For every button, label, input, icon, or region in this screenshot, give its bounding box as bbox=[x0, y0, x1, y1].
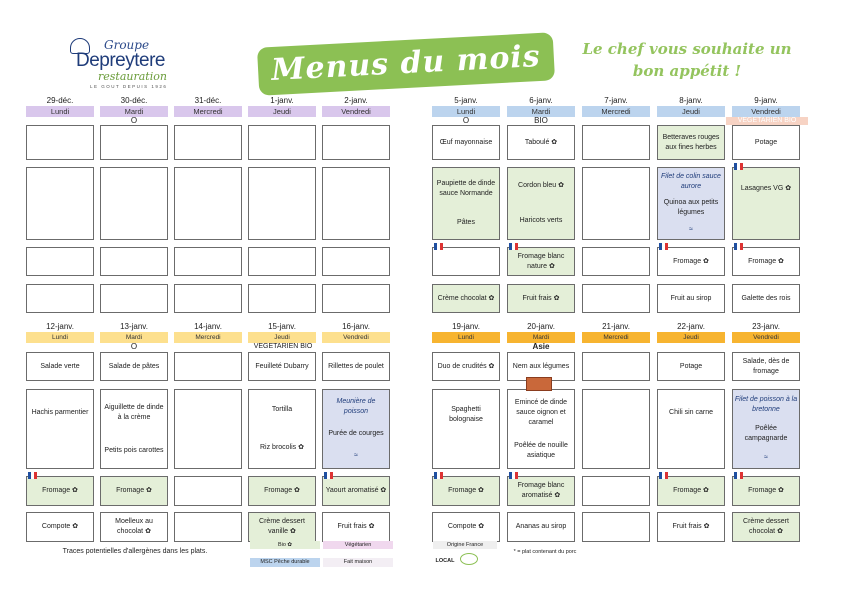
fish-icon: ≈ bbox=[354, 452, 358, 459]
week-date: 31-déc. bbox=[194, 96, 222, 105]
menu-cell bbox=[507, 167, 575, 240]
menu-cell bbox=[248, 512, 316, 542]
dish-name: Salade, dès de fromage bbox=[742, 357, 790, 375]
dish-name: Chili sin carne bbox=[669, 408, 713, 416]
day-header: Lundi bbox=[432, 332, 500, 343]
menu-cell bbox=[582, 389, 650, 469]
menu-cell bbox=[26, 247, 94, 276]
week-date: 19-janv. bbox=[452, 322, 480, 331]
legend-bio: Bio ✿ bbox=[250, 541, 320, 549]
menu-cell bbox=[100, 352, 168, 381]
menu-cell bbox=[174, 476, 242, 506]
dish-name: Moelleux au chocolat ✿ bbox=[115, 518, 153, 535]
dish-name: Fromage ✿ bbox=[116, 487, 152, 494]
day-header: Mercredi bbox=[582, 106, 650, 117]
france-flag-icon bbox=[509, 472, 518, 479]
allergens-note: Traces potentielles d'allergènes dans les plats. bbox=[62, 548, 208, 555]
menu-cell bbox=[322, 389, 390, 469]
france-flag-icon bbox=[734, 163, 743, 170]
menu-cell bbox=[432, 247, 500, 276]
menu-cell bbox=[582, 167, 650, 240]
menu-cell bbox=[582, 476, 650, 506]
menu-cell bbox=[174, 512, 242, 542]
dish-name: Haricots verts bbox=[519, 216, 563, 224]
menu-cell bbox=[657, 284, 725, 313]
day-header: Mardi bbox=[507, 332, 575, 343]
dish-name: Fromage ✿ bbox=[264, 487, 300, 494]
menu-cell bbox=[657, 167, 725, 240]
day-header: Lundi bbox=[432, 106, 500, 117]
dish-name: Fromage ✿ bbox=[673, 257, 709, 265]
menu-cell bbox=[174, 247, 242, 276]
menu-cell bbox=[26, 352, 94, 381]
week-date: 20-janv. bbox=[527, 322, 555, 331]
dish-name: Rillettes de poulet bbox=[328, 362, 384, 370]
chef-message: Le chef vous souhaite un bon appétit ! bbox=[582, 40, 792, 80]
menu-cell bbox=[322, 125, 390, 160]
dish-name: Fromage blanc aromatisé ✿ bbox=[517, 482, 565, 499]
day-label: O bbox=[462, 117, 470, 125]
dish-name: Pâtes bbox=[457, 219, 475, 227]
day-header: Mardi bbox=[100, 332, 168, 343]
week-date: 14-janv. bbox=[194, 322, 222, 331]
france-flag-icon bbox=[324, 472, 333, 479]
dish-name: Compote ✿ bbox=[447, 523, 485, 530]
day-label: VEGETARIEN BIO bbox=[726, 117, 808, 125]
dish-name: Poêlée de nouille asiatique bbox=[514, 441, 568, 459]
day-label: VEGETARIEN BIO bbox=[253, 343, 313, 350]
menu-cell bbox=[26, 167, 94, 240]
dish-name: Fromage ✿ bbox=[748, 487, 784, 494]
menu-cell bbox=[322, 167, 390, 240]
dish-name: Salade de pâtes bbox=[108, 362, 160, 370]
menu-cell bbox=[432, 125, 500, 160]
menu-cell bbox=[248, 167, 316, 240]
menu-cell bbox=[100, 389, 168, 469]
week-date: 23-janv. bbox=[752, 322, 780, 331]
menu-cell bbox=[100, 125, 168, 160]
dish-name: Nem aux légumes bbox=[512, 362, 570, 370]
week-date: 16-janv. bbox=[342, 322, 370, 331]
day-label: O bbox=[130, 343, 138, 351]
legend-msc: MSC Pêche durable bbox=[250, 558, 320, 567]
menu-cell bbox=[248, 476, 316, 506]
week-date: 6-janv. bbox=[529, 96, 553, 105]
menu-cell bbox=[322, 352, 390, 381]
week-date: 15-janv. bbox=[268, 322, 296, 331]
dish-name: Spaghetti bolognaise bbox=[449, 406, 483, 423]
menu-cell bbox=[248, 125, 316, 160]
dish-name: Crème dessert chocolat ✿ bbox=[743, 518, 789, 535]
dish-name: Feuilleté Dubarry bbox=[255, 362, 309, 370]
menu-cell bbox=[507, 247, 575, 276]
menu-cell bbox=[322, 476, 390, 506]
day-header: Jeudi bbox=[248, 332, 316, 343]
france-flag-icon bbox=[734, 472, 743, 479]
france-flag-icon bbox=[509, 243, 518, 250]
menu-cell bbox=[432, 512, 500, 542]
day-header: Vendredi bbox=[322, 106, 390, 117]
logo-groupe: Groupe bbox=[104, 38, 150, 52]
fish-icon: ≈ bbox=[764, 453, 768, 461]
day-header: Mercredi bbox=[174, 106, 242, 117]
menu-cell bbox=[657, 512, 725, 542]
menu-cell bbox=[100, 167, 168, 240]
menu-cell bbox=[432, 389, 500, 469]
day-header: Mardi bbox=[507, 106, 575, 117]
menu-cell bbox=[732, 512, 800, 542]
menu-cell bbox=[582, 247, 650, 276]
week-date: 5-janv. bbox=[454, 96, 478, 105]
menu-cell bbox=[248, 247, 316, 276]
asie-picture bbox=[526, 377, 552, 391]
day-header: Mercredi bbox=[582, 332, 650, 343]
logo-brand: Depreytere bbox=[76, 50, 165, 71]
menu-cell bbox=[732, 247, 800, 276]
menu-cell bbox=[657, 247, 725, 276]
menu-cell bbox=[657, 389, 725, 469]
menu-cell bbox=[657, 352, 725, 381]
menu-cell bbox=[432, 284, 500, 313]
menu-cell bbox=[248, 284, 316, 313]
dish-name: Petits pois carottes bbox=[104, 446, 164, 454]
dish-name: Fruit au sirop bbox=[670, 294, 712, 302]
france-flag-icon bbox=[434, 472, 443, 479]
legend-local: LOCAL bbox=[435, 558, 455, 564]
day-header: Vendredi bbox=[732, 332, 800, 343]
menu-cell bbox=[657, 476, 725, 506]
menu-cell bbox=[322, 247, 390, 276]
menu-cell bbox=[507, 512, 575, 542]
menu-cell bbox=[732, 389, 800, 469]
dish-name: Filet de colin sauce aurore bbox=[661, 173, 721, 191]
title-banner bbox=[257, 32, 555, 95]
dish-name: Aiguillette de dinde à la crème bbox=[104, 403, 164, 421]
menu-cell bbox=[174, 125, 242, 160]
legend-origine-france: Origine France bbox=[433, 541, 497, 549]
week-date: 30-déc. bbox=[120, 96, 148, 105]
legend-fait-maison: Fait maison bbox=[323, 558, 393, 567]
dish-name: Lasagnes VG ✿ bbox=[740, 184, 792, 192]
menu-cell bbox=[100, 284, 168, 313]
menu-cell bbox=[507, 284, 575, 313]
menu-cell bbox=[732, 284, 800, 313]
dish-name: Purée de courges bbox=[328, 430, 384, 437]
day-header: Vendredi bbox=[732, 106, 800, 117]
day-label: BIO bbox=[534, 117, 548, 125]
day-header: Jeudi bbox=[657, 332, 725, 343]
logo-restauration: restauration bbox=[98, 70, 167, 83]
menu-cell bbox=[100, 512, 168, 542]
menu-cell bbox=[26, 512, 94, 542]
menu-cell bbox=[248, 389, 316, 469]
menu-cell bbox=[26, 125, 94, 160]
week-date: 21-janv. bbox=[602, 322, 630, 331]
day-header: Jeudi bbox=[657, 106, 725, 117]
dish-name: Hachis parmentier bbox=[31, 408, 89, 416]
week-date: 29-déc. bbox=[46, 96, 74, 105]
menu-cell bbox=[432, 352, 500, 381]
france-flag-icon bbox=[28, 472, 37, 479]
dish-name: Ananas au sirop bbox=[515, 523, 567, 530]
menu-cell bbox=[174, 352, 242, 381]
dish-name: Tortilla bbox=[271, 406, 293, 413]
france-flag-icon bbox=[659, 472, 668, 479]
dish-name: Fromage ✿ bbox=[748, 257, 784, 265]
dish-name: Galette des rois bbox=[741, 294, 791, 302]
menu-cell bbox=[732, 476, 800, 506]
dish-name: Betteraves rouges aux fines herbes bbox=[662, 133, 720, 151]
dish-name: Salade verte bbox=[40, 362, 80, 370]
dish-name: Poêlée campagnarde bbox=[744, 424, 788, 442]
menu-cell bbox=[582, 512, 650, 542]
menu-cell bbox=[100, 476, 168, 506]
local-badge-icon bbox=[460, 553, 478, 565]
menu-cell bbox=[732, 352, 800, 381]
menu-cell bbox=[507, 125, 575, 160]
dish-name: Yaourt aromatisé ✿ bbox=[325, 487, 387, 494]
dish-name: Meunière de poisson bbox=[336, 398, 376, 415]
dish-name: Œuf mayonnaise bbox=[439, 138, 493, 146]
fish-icon: ≈ bbox=[689, 225, 693, 233]
dish-name: Fromage ✿ bbox=[448, 487, 484, 494]
menu-cell bbox=[507, 476, 575, 506]
dish-name: Crème chocolat ✿ bbox=[437, 294, 495, 302]
france-flag-icon bbox=[734, 243, 743, 250]
dish-name: Fruit frais ✿ bbox=[337, 523, 375, 530]
dish-name: Fruit frais ✿ bbox=[522, 294, 560, 302]
legend-vegetarien: Végétarien bbox=[323, 541, 393, 549]
page-title: Menus du mois bbox=[270, 38, 542, 89]
dish-name: Potage bbox=[679, 362, 703, 370]
menu-cell bbox=[322, 284, 390, 313]
menu-cell bbox=[657, 125, 725, 160]
legend-porc: * = plat contenant du porc bbox=[513, 549, 577, 555]
menu-cell bbox=[732, 167, 800, 240]
dish-name: Fromage ✿ bbox=[42, 487, 78, 494]
dish-name: Riz brocolis ✿ bbox=[260, 444, 304, 451]
menu-cell bbox=[248, 352, 316, 381]
dish-name: Quinoa aux petits légumes bbox=[663, 199, 719, 217]
day-header: Jeudi bbox=[248, 106, 316, 117]
day-label: O bbox=[130, 117, 138, 125]
menu-cell bbox=[174, 167, 242, 240]
dish-name: Crème dessert vanille ✿ bbox=[259, 518, 305, 535]
menu-cell bbox=[100, 247, 168, 276]
menu-cell bbox=[432, 476, 500, 506]
menu-cell bbox=[507, 389, 575, 469]
menu-cell bbox=[26, 389, 94, 469]
menu-cell bbox=[582, 125, 650, 160]
week-date: 13-janv. bbox=[120, 322, 148, 331]
day-header: Lundi bbox=[26, 332, 94, 343]
week-date: 1-janv. bbox=[270, 96, 294, 105]
dish-name: Compote ✿ bbox=[41, 523, 79, 530]
menu-cell bbox=[26, 476, 94, 506]
france-flag-icon bbox=[434, 243, 443, 250]
logo-tagline: LE GOUT DEPUIS 1926 bbox=[90, 84, 168, 89]
week-date: 8-janv. bbox=[679, 96, 703, 105]
dish-name: Cordon bleu ✿ bbox=[518, 182, 564, 190]
day-header: Lundi bbox=[26, 106, 94, 117]
week-date: 2-janv. bbox=[344, 96, 368, 105]
dish-name: Fromage ✿ bbox=[673, 487, 709, 494]
week-date: 9-janv. bbox=[754, 96, 778, 105]
week-date: 12-janv. bbox=[46, 322, 74, 331]
dish-name: Fruit frais ✿ bbox=[672, 523, 710, 530]
company-logo bbox=[70, 38, 200, 94]
week-date: 7-janv. bbox=[604, 96, 628, 105]
menu-cell bbox=[432, 167, 500, 240]
day-header: Vendredi bbox=[322, 332, 390, 343]
dish-name: Duo de crudités ✿ bbox=[437, 362, 495, 370]
menu-cell bbox=[732, 125, 800, 160]
dish-name: Potage bbox=[754, 138, 778, 146]
day-header: Mardi bbox=[100, 106, 168, 117]
menu-cell bbox=[26, 284, 94, 313]
day-header: Mercredi bbox=[174, 332, 242, 343]
day-label: Asie bbox=[532, 343, 550, 351]
menu-cell bbox=[582, 284, 650, 313]
dish-name: Paupiette de dinde sauce Normande bbox=[436, 179, 496, 197]
dish-name: Emincé de dinde sauce oignon et caramel bbox=[514, 398, 568, 426]
menu-cell bbox=[174, 284, 242, 313]
dish-name: Taboulé ✿ bbox=[524, 138, 558, 146]
menu-cell bbox=[322, 512, 390, 542]
menu-cell bbox=[174, 389, 242, 469]
dish-name: Fromage blanc nature ✿ bbox=[517, 252, 565, 270]
menu-cell bbox=[582, 352, 650, 381]
week-date: 22-janv. bbox=[677, 322, 705, 331]
france-flag-icon bbox=[659, 243, 668, 250]
dish-name: Filet de poisson à la bretonne bbox=[734, 396, 798, 414]
